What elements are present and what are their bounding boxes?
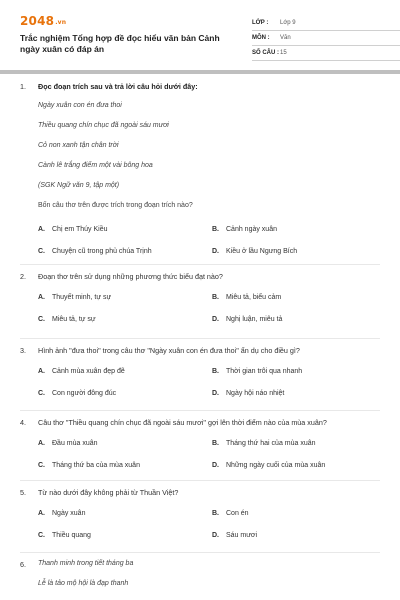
- option-c[interactable]: C. Con người đông đúc: [38, 390, 117, 397]
- question-text: Đoạn thơ trên sử dụng những phương thức biểu đạt nào?: [38, 272, 223, 281]
- site-logo[interactable]: [20, 14, 66, 28]
- option-b[interactable]: B. Tháng thứ hai của mùa xuân: [212, 440, 316, 447]
- option-c[interactable]: C. Tháng thứ ba của mùa xuân: [38, 462, 140, 469]
- poem-source: (SGK Ngữ văn 9, tập một): [38, 182, 120, 189]
- question-number: 6.: [20, 560, 26, 569]
- meta-row-class: [252, 16, 400, 31]
- option-a[interactable]: A. Thuyết minh, tự sự: [38, 294, 112, 301]
- option-d[interactable]: D. Kiều ở lầu Ngưng Bích: [212, 248, 298, 255]
- option-text: Tháng thứ hai của mùa xuân: [226, 440, 316, 447]
- option-a[interactable]: A. Đầu mùa xuân: [38, 440, 98, 447]
- question-divider: [20, 264, 380, 265]
- question-text: Từ nào dưới đây không phải từ Thuần Việt?: [38, 488, 179, 497]
- meta-key: MÔN :: [252, 35, 270, 41]
- option-text: Những ngày cuối của mùa xuân: [226, 462, 326, 469]
- question-text: Câu thơ "Thiều quang chín chục đã ngoài sáu mươi" gợi lên thời điểm nào của mùa xuân?: [38, 418, 327, 427]
- option-text: Con người đông đúc: [52, 390, 117, 397]
- option-d[interactable]: D. Nghị luận, miêu tả: [212, 316, 283, 323]
- option-c[interactable]: C. Miêu tả, tự sự: [38, 316, 96, 323]
- poem-line: Thanh minh trong tiết tháng ba: [38, 560, 134, 567]
- option-text: Thời gian trôi qua nhanh: [226, 368, 303, 375]
- option-text: Nghị luận, miêu tả: [226, 316, 283, 323]
- option-d[interactable]: D. Những ngày cuối của mùa xuân: [212, 462, 326, 469]
- question-divider: [20, 552, 380, 553]
- option-text: Chuyện cũ trong phủ chúa Trịnh: [52, 248, 152, 255]
- question-number: 1.: [20, 82, 26, 91]
- option-text: Sáu mươi: [226, 532, 258, 539]
- option-b[interactable]: B. Cảnh ngày xuân: [212, 226, 277, 233]
- option-text: Con én: [226, 510, 249, 517]
- question-number: 4.: [20, 418, 26, 427]
- question-number: 5.: [20, 488, 26, 497]
- question-number: 3.: [20, 346, 26, 355]
- poem-line: Thiều quang chín chục đã ngoài sáu mươi: [38, 122, 169, 129]
- meta-row-subject: [252, 31, 400, 46]
- meta-value: Lớp 9: [280, 20, 296, 26]
- poem-line: Cỏ non xanh tận chân trời: [38, 142, 119, 149]
- option-text: Miêu tả, tự sự: [52, 316, 96, 323]
- option-a[interactable]: A. Chị em Thúy Kiều: [38, 226, 108, 233]
- option-text: Đầu mùa xuân: [52, 440, 98, 447]
- option-c[interactable]: C. Thiều quang: [38, 532, 91, 539]
- question-text: Hình ảnh "đưa thoi" trong câu thơ "Ngày xuân con én đưa thoi" ẩn dụ cho điều gì?: [38, 346, 300, 355]
- option-text: Ngày hội náo nhiệt: [226, 390, 285, 397]
- document-meta: [252, 16, 400, 61]
- option-a[interactable]: A. Cảnh mùa xuân đẹp đẽ: [38, 368, 125, 375]
- option-text: Kiều ở lầu Ngưng Bích: [226, 248, 298, 255]
- logo-domain: .vn: [55, 19, 67, 26]
- question-divider: [20, 480, 380, 481]
- document-title: Trắc nghiệm Tổng hợp đề đọc hiểu văn bản Cảnh ngày xuân có đáp án: [20, 33, 220, 54]
- option-b[interactable]: B. Thời gian trôi qua nhanh: [212, 368, 303, 375]
- logo-text: 2048: [20, 14, 55, 28]
- question-divider: [20, 410, 380, 411]
- option-text: Cảnh mùa xuân đẹp đẽ: [52, 368, 125, 375]
- question-number: 2.: [20, 272, 26, 281]
- option-text: Thiều quang: [52, 532, 91, 539]
- option-text: Ngày xuân: [52, 510, 86, 517]
- question-divider: [20, 338, 380, 339]
- meta-key: SỐ CÂU :: [252, 50, 279, 56]
- question-text: Bốn câu thơ trên được trích trong đoạn trích nào?: [38, 202, 193, 209]
- poem-line: Ngày xuân con én đưa thoi: [38, 102, 122, 109]
- option-text: Thuyết minh, tự sự: [52, 294, 112, 301]
- meta-value: 15: [280, 50, 287, 56]
- option-a[interactable]: A. Ngày xuân: [38, 510, 86, 517]
- option-b[interactable]: B. Miêu tả, biểu cảm: [212, 294, 282, 301]
- option-b[interactable]: B. Con én: [212, 510, 249, 517]
- option-c[interactable]: C. Chuyện cũ trong phủ chúa Trịnh: [38, 248, 152, 255]
- poem-line: Lễ là tảo mộ hội là đạp thanh: [38, 580, 129, 587]
- meta-key: LỚP :: [252, 20, 269, 26]
- question-prompt: Đọc đoạn trích sau và trả lời câu hỏi dưới đây:: [38, 82, 198, 91]
- option-text: Chị em Thúy Kiều: [52, 226, 108, 233]
- document-header: [20, 14, 380, 70]
- meta-row-count: [252, 46, 400, 61]
- option-d[interactable]: D. Ngày hội náo nhiệt: [212, 390, 285, 397]
- option-text: Miêu tả, biểu cảm: [226, 294, 282, 301]
- option-d[interactable]: D. Sáu mươi: [212, 532, 258, 539]
- poem-line: Cành lê trắng điểm một vài bông hoa: [38, 162, 153, 169]
- header-divider: [0, 70, 400, 74]
- option-text: Cảnh ngày xuân: [226, 226, 277, 233]
- option-text: Tháng thứ ba của mùa xuân: [52, 462, 140, 469]
- meta-value: Văn: [280, 35, 291, 41]
